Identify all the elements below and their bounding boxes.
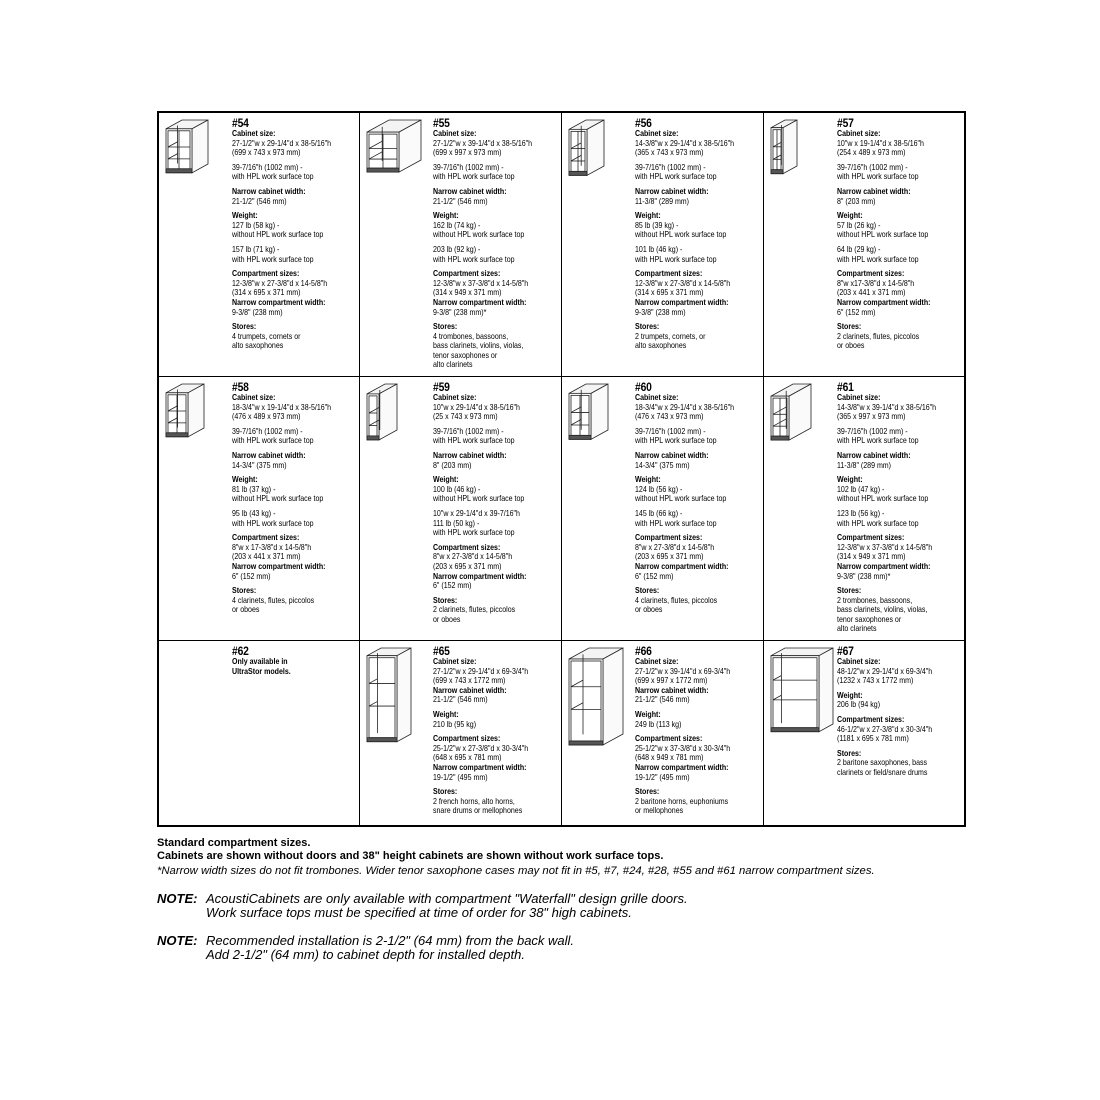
spec-heading: Narrow compartment width: [635, 297, 729, 307]
spec-value: (203 x 441 x 371 mm) [837, 288, 906, 298]
spec-heading: Cabinet size: [232, 129, 276, 138]
spec-value: 145 lb (66 kg) - [635, 508, 683, 518]
model-number: #67 [837, 644, 854, 658]
cabinet-cell [764, 641, 964, 826]
spec-value: 85 lb (39 kg) - [635, 220, 679, 230]
spec-heading: Compartment sizes: [837, 269, 905, 279]
spec-value: (314 x 949 x 371 mm) [433, 288, 502, 298]
note-text: Recommended installation is 2-1/2" (64 mm) from the back wall. [206, 933, 575, 948]
model-number: #62 [232, 644, 249, 658]
cabinet-illustration [363, 645, 415, 748]
model-number: #59 [433, 380, 450, 394]
spec-heading: Weight: [635, 475, 661, 485]
spec-value: 12-3/8"w x 27-3/8"d x 14-5/8"h [232, 278, 328, 288]
note-text: Add 2-1/2" (64 mm) to cabinet depth for installed depth. [206, 947, 525, 962]
spec-value: with HPL work surface top [433, 254, 515, 264]
spec-value: with HPL work surface top [433, 436, 515, 446]
cabinet-specs [635, 381, 762, 615]
spec-value: 27-1/2"w x 39-1/4"d x 69-3/4"h [635, 666, 731, 676]
spec-value: (25 x 743 x 973 mm) [433, 412, 498, 422]
note-label: NOTE: [157, 891, 198, 906]
spec-value: 81 lb (37 kg) - [232, 484, 276, 494]
cabinet-cell [562, 377, 762, 639]
spec-value: with HPL work surface top [433, 172, 515, 182]
cabinet-illustration [767, 117, 801, 180]
model-number: #56 [635, 116, 652, 130]
spec-value: 39-7/16"h (1002 mm) - [837, 426, 908, 436]
spec-value: 57 lb (26 kg) - [837, 220, 881, 230]
spec-value: 210 lb (95 kg) [433, 719, 477, 729]
spec-heading: Compartment sizes: [837, 533, 905, 543]
cabinet-cell [360, 113, 560, 375]
note-label: NOTE: [157, 933, 198, 948]
spec-value: alto clarinets [837, 624, 877, 634]
model-number: #61 [837, 380, 854, 394]
spec-value: 10"w x 29-1/4"d x 39-7/16"h [433, 508, 520, 518]
spec-value: with HPL work surface top [635, 254, 717, 264]
spec-value: (203 x 695 x 371 mm) [635, 552, 704, 562]
spec-value: with HPL work surface top [837, 518, 919, 528]
cabinet-specs [232, 117, 358, 351]
spec-heading: Cabinet size: [635, 657, 679, 666]
spec-value: 27-1/2"w x 39-1/4"d x 38-5/16"h [433, 138, 533, 148]
spec-heading: Weight: [635, 709, 661, 719]
spec-value: (699 x 743 x 1772 mm) [433, 676, 506, 686]
spec-heading: Compartment sizes: [232, 533, 300, 543]
model-number: #66 [635, 644, 652, 658]
cabinet-specs [635, 645, 762, 816]
spec-heading: Narrow cabinet width: [837, 186, 911, 196]
cabinet-cell [360, 377, 560, 639]
cabinet-illustration-wrap [162, 381, 226, 443]
spec-value: with HPL work surface top [837, 172, 919, 182]
cabinet-illustration-wrap [565, 381, 629, 445]
cabinet-illustration-wrap [565, 117, 629, 181]
cabinet-illustration [363, 381, 401, 446]
spec-value: 10"w x 29-1/4"d x 38-5/16"h [433, 402, 520, 412]
spec-value: 2 baritone horns, euphoniums [635, 796, 729, 806]
spec-value: 2 trombones, bassoons, [837, 595, 913, 605]
cabinet-specs [433, 117, 560, 370]
spec-value: 14-3/4" (375 mm) [635, 460, 690, 470]
spec-heading: Cabinet size: [635, 393, 679, 402]
spec-value: or oboes [232, 605, 260, 615]
spec-value: 21-1/2" (546 mm) [433, 196, 488, 206]
spec-value: 6" (152 mm) [837, 307, 876, 317]
spec-value: 6" (152 mm) [232, 571, 271, 581]
spec-heading: Stores: [635, 322, 660, 332]
spec-value: 12-3/8"w x 37-3/8"d x 14-5/8"h [837, 542, 933, 552]
spec-heading: Narrow cabinet width: [433, 685, 507, 695]
spec-value: 111 lb (50 kg) - [433, 518, 480, 528]
spec-value: 95 lb (43 kg) - [232, 508, 276, 518]
spec-value: 4 clarinets, flutes, piccolos [635, 595, 718, 605]
spec-value: 2 clarinets, flutes, piccolos [433, 605, 516, 615]
spec-heading: Cabinet size: [433, 129, 477, 138]
spec-value: (314 x 695 x 371 mm) [232, 288, 301, 298]
spec-value: (203 x 441 x 371 mm) [232, 552, 301, 562]
model-number: #55 [433, 116, 450, 130]
spec-value: clarinets or field/snare drums [837, 767, 928, 777]
spec-value: 4 trombones, bassoons, [433, 331, 509, 341]
spec-value: (699 x 743 x 973 mm) [232, 148, 301, 158]
spec-value: 39-7/16"h (1002 mm) - [635, 162, 706, 172]
spec-value: without HPL work surface top [837, 494, 929, 504]
spec-value: 46-1/2"w x 27-3/8"d x 30-3/4"h [837, 724, 933, 734]
spec-heading: Compartment sizes: [433, 734, 501, 744]
spec-value: tenor saxophones or [433, 350, 498, 360]
cabinet-cell [159, 113, 358, 375]
spec-heading: Narrow compartment width: [433, 571, 527, 581]
spec-value: with HPL work surface top [232, 172, 314, 182]
spec-value: 2 french horns, alto horns, [433, 796, 515, 806]
model-number: #58 [232, 380, 249, 394]
spec-value: 123 lb (56 kg) - [837, 508, 885, 518]
spec-value: 9-3/8" (238 mm) [635, 307, 686, 317]
cabinet-specs [837, 381, 964, 634]
cabinet-illustration-wrap [363, 117, 427, 178]
cabinet-cell [360, 641, 560, 826]
spec-heading: Narrow cabinet width: [635, 685, 709, 695]
spec-value: 21-1/2" (546 mm) [635, 695, 690, 705]
spec-value: with HPL work surface top [837, 436, 919, 446]
spec-heading: Weight: [837, 690, 863, 700]
spec-heading: Cabinet size: [837, 129, 881, 138]
note-text: AcoustiCabinets are only available with compartment "Waterfall" design grille doors. [206, 891, 688, 906]
spec-value: 12-3/8"w x 27-3/8"d x 14-5/8"h [635, 278, 731, 288]
spec-value: (1181 x 695 x 781 mm) [837, 734, 909, 744]
spec-value: without HPL work surface top [433, 230, 525, 240]
spec-heading: Narrow cabinet width: [635, 450, 709, 460]
spec-heading: Weight: [433, 475, 459, 485]
spec-value: without HPL work surface top [232, 230, 324, 240]
spec-value: 21-1/2" (546 mm) [232, 196, 287, 206]
cabinet-specs [433, 381, 560, 624]
spec-value: 11-3/8" (289 mm) [837, 460, 892, 470]
cabinet-illustration [565, 645, 627, 751]
spec-heading: UltraStor models. [232, 666, 291, 676]
cabinet-specs [232, 381, 358, 615]
cabinet-illustration [162, 381, 208, 443]
spec-value: 2 trumpets, cornets, or [635, 331, 706, 341]
spec-value: 162 lb (74 kg) - [433, 220, 481, 230]
cabinet-cell [562, 641, 762, 826]
spec-value: 64 lb (29 kg) - [837, 244, 881, 254]
cabinet-illustration-wrap [363, 645, 427, 748]
spec-value: (476 x 743 x 973 mm) [635, 412, 704, 422]
spec-value: bass clarinets, violins, violas, [433, 341, 524, 351]
cabinet-cell [562, 113, 762, 375]
spec-heading: Narrow compartment width: [635, 561, 729, 571]
spec-value: bass clarinets, violins, violas, [837, 605, 928, 615]
cabinet-illustration-wrap [565, 645, 629, 751]
spec-heading: Weight: [837, 475, 863, 485]
cabinet-illustration-wrap [363, 381, 427, 446]
spec-value: (699 x 997 x 1772 mm) [635, 676, 708, 686]
spec-value: without HPL work surface top [635, 494, 727, 504]
spec-value: 203 lb (92 kg) - [433, 244, 481, 254]
spec-heading: Cabinet size: [232, 393, 276, 402]
spec-value: 8"w x17-3/8"d x 14-5/8"h [837, 278, 915, 288]
spec-value: (1232 x 743 x 1772 mm) [837, 676, 914, 686]
spec-value: 14-3/4" (375 mm) [232, 460, 287, 470]
cabinet-specs [837, 645, 964, 778]
spec-heading: Compartment sizes: [635, 269, 703, 279]
spec-heading: Cabinet size: [837, 393, 881, 402]
model-number: #57 [837, 116, 854, 130]
spec-heading: Stores: [232, 586, 257, 596]
spec-value: 6" (152 mm) [635, 571, 674, 581]
spec-heading: Weight: [232, 475, 258, 485]
spec-value: (699 x 997 x 973 mm) [433, 148, 502, 158]
spec-heading: Stores: [635, 586, 660, 596]
cabinet-illustration-wrap [767, 381, 831, 446]
spec-value: or mellophones [635, 806, 684, 816]
spec-heading: Narrow compartment width: [232, 561, 326, 571]
spec-value: 27-1/2"w x 29-1/4"d x 69-3/4"h [433, 666, 529, 676]
spec-heading: Only available in [232, 657, 288, 666]
note-installation [157, 934, 574, 962]
spec-value: or oboes [635, 605, 663, 615]
spec-value: 18-3/4"w x 19-1/4"d x 38-5/16"h [232, 402, 332, 412]
spec-value: 48-1/2"w x 29-1/4"d x 69-3/4"h [837, 666, 933, 676]
spec-heading: Narrow compartment width: [837, 561, 931, 571]
spec-heading: Compartment sizes: [635, 734, 703, 744]
cabinet-illustration [565, 381, 612, 445]
spec-value: 39-7/16"h (1002 mm) - [433, 426, 504, 436]
spec-value: 206 lb (94 kg) [837, 700, 881, 710]
spec-heading: Narrow compartment width: [635, 762, 729, 772]
spec-value: 25-1/2"w x 27-3/8"d x 30-3/4"h [433, 743, 529, 753]
spec-value: 12-3/8"w x 37-3/8"d x 14-5/8"h [433, 278, 529, 288]
spec-heading: Weight: [837, 211, 863, 221]
spec-value: (476 x 489 x 973 mm) [232, 412, 301, 422]
spec-heading: Stores: [232, 322, 257, 332]
spec-value: 27-1/2"w x 29-1/4"d x 38-5/16"h [232, 138, 332, 148]
cabinet-spec-table [157, 111, 966, 827]
spec-heading: Stores: [433, 595, 458, 605]
cabinet-illustration [767, 645, 837, 738]
spec-value: or oboes [433, 614, 461, 624]
spec-heading: Narrow compartment width: [232, 297, 326, 307]
spec-heading: Compartment sizes: [635, 533, 703, 543]
spec-value: 18-3/4"w x 29-1/4"d x 38-5/16"h [635, 402, 735, 412]
spec-value: (314 x 695 x 371 mm) [635, 288, 704, 298]
spec-heading: Narrow cabinet width: [232, 450, 306, 460]
spec-value: without HPL work surface top [433, 494, 525, 504]
narrow-width-footnote: *Narrow width sizes do not fit trombones. Wider tenor saxophone cases may not fit in #5, #7, #24, #28, #55 and #61 narrow compartment sizes. [157, 865, 875, 877]
spec-value: without HPL work surface top [232, 494, 324, 504]
spec-heading: Cabinet size: [635, 129, 679, 138]
spec-heading: Weight: [433, 211, 459, 221]
cabinet-illustration-wrap [767, 645, 831, 738]
spec-value: 100 lb (46 kg) - [433, 484, 481, 494]
cabinet-specs [837, 117, 964, 351]
spec-value: 8" (203 mm) [433, 460, 472, 470]
cabinet-illustration-wrap [162, 117, 226, 179]
spec-value: (365 x 743 x 973 mm) [635, 148, 704, 158]
spec-value: with HPL work surface top [232, 254, 314, 264]
spec-value: 25-1/2"w x 37-3/8"d x 30-3/4"h [635, 743, 731, 753]
spec-value: 101 lb (46 kg) - [635, 244, 683, 254]
spec-value: alto saxophones [232, 341, 284, 351]
cabinet-cell [159, 377, 358, 639]
spec-heading: Compartment sizes: [433, 542, 501, 552]
spec-value: 157 lb (71 kg) - [232, 244, 280, 254]
spec-heading: Narrow compartment width: [837, 297, 931, 307]
spec-heading: Stores: [433, 787, 458, 797]
spec-value: 39-7/16"h (1002 mm) - [232, 426, 303, 436]
cabinet-illustration [767, 381, 815, 446]
spec-value: with HPL work surface top [635, 436, 717, 446]
cabinet-illustration [565, 117, 608, 181]
cabinet-specs [433, 645, 560, 816]
spec-value: with HPL work surface top [433, 528, 515, 538]
spec-heading: Narrow compartment width: [433, 762, 527, 772]
spec-value: or oboes [837, 341, 865, 351]
spec-value: tenor saxophones or [837, 614, 902, 624]
spec-heading: Cabinet size: [837, 657, 881, 666]
spec-heading: Narrow cabinet width: [433, 450, 507, 460]
spec-value: 6" (152 mm) [433, 581, 472, 591]
spec-value: (365 x 997 x 973 mm) [837, 412, 906, 422]
spec-value: 8"w x 17-3/8"d x 14-5/8"h [232, 542, 312, 552]
cabinet-specs [232, 645, 358, 676]
spec-value: 9-3/8" (238 mm) [232, 307, 283, 317]
spec-value: 102 lb (47 kg) - [837, 484, 885, 494]
spec-value: 9-3/8" (238 mm)* [837, 571, 891, 581]
spec-value: 8"w x 27-3/8"d x 14-5/8"h [635, 542, 715, 552]
spec-heading: Weight: [635, 211, 661, 221]
spec-value: 39-7/16"h (1002 mm) - [837, 162, 908, 172]
spec-heading: Narrow cabinet width: [837, 450, 911, 460]
spec-value: with HPL work surface top [635, 518, 717, 528]
spec-value: without HPL work surface top [837, 230, 929, 240]
spec-value: (648 x 949 x 781 mm) [635, 753, 704, 763]
spec-heading: Cabinet size: [433, 657, 477, 666]
spec-value: 14-3/8"w x 29-1/4"d x 38-5/16"h [635, 138, 735, 148]
spec-heading: Compartment sizes: [433, 269, 501, 279]
spec-value: 2 clarinets, flutes, piccolos [837, 331, 920, 341]
spec-heading: Narrow cabinet width: [635, 186, 709, 196]
spec-heading: Narrow cabinet width: [433, 186, 507, 196]
spec-heading: Stores: [837, 748, 862, 758]
spec-value: 39-7/16"h (1002 mm) - [635, 426, 706, 436]
model-number: #60 [635, 380, 652, 394]
cabinet-illustration-wrap [767, 117, 831, 180]
model-number: #65 [433, 644, 450, 658]
spec-value: 10"w x 19-1/4"d x 38-5/16"h [837, 138, 924, 148]
spec-value: without HPL work surface top [635, 230, 727, 240]
spec-heading: Narrow cabinet width: [232, 186, 306, 196]
spec-value: with HPL work surface top [837, 254, 919, 264]
spec-value: 4 trumpets, cornets or [232, 331, 301, 341]
notes-section [157, 837, 977, 962]
cabinet-cell [764, 113, 964, 375]
spec-heading: Compartment sizes: [232, 269, 300, 279]
spec-value: 14-3/8"w x 39-1/4"d x 38-5/16"h [837, 402, 937, 412]
spec-value: 4 clarinets, flutes, piccolos [232, 595, 315, 605]
spec-value: 8"w x 27-3/8"d x 14-5/8"h [433, 552, 513, 562]
cabinet-illustration [363, 117, 425, 178]
spec-value: alto clarinets [433, 360, 473, 370]
spec-value: (314 x 949 x 371 mm) [837, 552, 906, 562]
spec-value: 124 lb (56 kg) - [635, 484, 683, 494]
spec-heading: Narrow compartment width: [433, 297, 527, 307]
model-number: #54 [232, 116, 249, 130]
spec-value: 249 lb (113 kg) [635, 719, 682, 729]
spec-value: 19-1/2" (495 mm) [635, 772, 690, 782]
spec-value: snare drums or mellophones [433, 806, 523, 816]
cabinet-cell [159, 641, 358, 826]
note-acousticabinets [157, 892, 688, 920]
spec-heading: Stores: [635, 787, 660, 797]
spec-value: 11-3/8" (289 mm) [635, 196, 690, 206]
spec-value: 39-7/16"h (1002 mm) - [232, 162, 303, 172]
spec-value: 8" (203 mm) [837, 196, 876, 206]
doors-note: Cabinets are shown without doors and 38" height cabinets are shown without work surface tops. [157, 850, 664, 862]
spec-heading: Stores: [837, 322, 862, 332]
spec-heading: Compartment sizes: [837, 714, 905, 724]
spec-value: 19-1/2" (495 mm) [433, 772, 488, 782]
spec-heading: Cabinet size: [433, 393, 477, 402]
cabinet-specs [635, 117, 762, 351]
spec-heading: Stores: [837, 586, 862, 596]
spec-heading: Weight: [232, 211, 258, 221]
spec-heading: Stores: [433, 322, 458, 332]
spec-value: with HPL work surface top [635, 172, 717, 182]
spec-value: 39-7/16"h (1002 mm) - [433, 162, 504, 172]
spec-value: 2 baritone saxophones, bass [837, 758, 928, 768]
spec-value: alto saxophones [635, 341, 687, 351]
note-text: Work surface tops must be specified at time of order for 38" high cabinets. [206, 905, 632, 920]
cabinet-illustration [162, 117, 212, 179]
spec-value: (648 x 695 x 781 mm) [433, 753, 502, 763]
spec-heading: Weight: [433, 709, 459, 719]
spec-value: 127 lb (58 kg) - [232, 220, 280, 230]
spec-value: 21-1/2" (546 mm) [433, 695, 488, 705]
spec-value: with HPL work surface top [232, 436, 314, 446]
standard-sizes-heading: Standard compartment sizes. [157, 837, 311, 849]
spec-value: with HPL work surface top [232, 518, 314, 528]
cabinet-cell [764, 377, 964, 639]
spec-value: (254 x 489 x 973 mm) [837, 148, 906, 158]
spec-value: 9-3/8" (238 mm)* [433, 307, 487, 317]
spec-value: (203 x 695 x 371 mm) [433, 561, 502, 571]
